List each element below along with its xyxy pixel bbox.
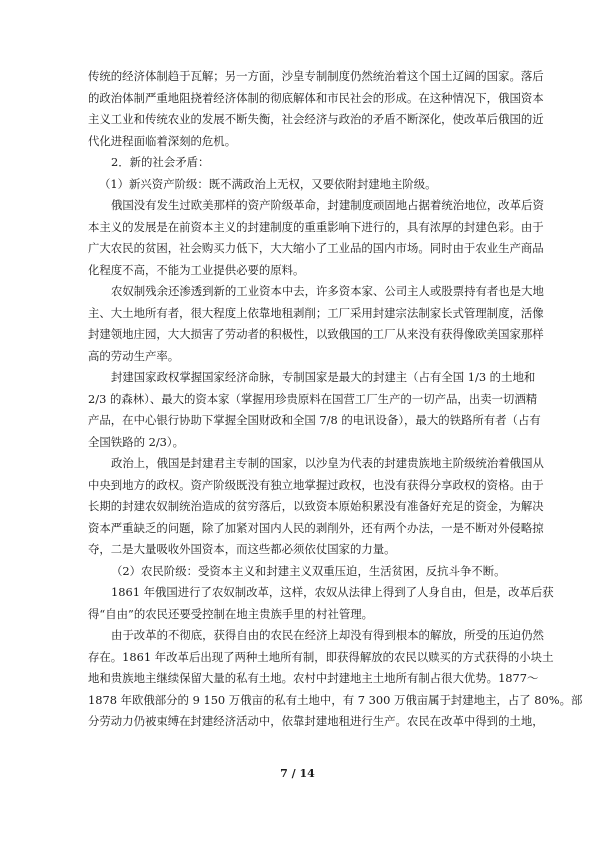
text-line: 1861 年俄国进行了农奴制改革，这样，农奴从法律上得到了人身自由，但是，改革后获 xyxy=(111,585,554,599)
text-line: 2．新的社会矛盾： xyxy=(111,155,210,169)
text-line: 封建国家政权掌握国家经济命脉，专制国家是最大的封建主（占有全国 1/3 的土地和 xyxy=(111,370,536,384)
text-line: 广大农民的贫困，社会购买力低下，大大缩小了工业品的国内市场。同时由于农业生产商品 xyxy=(88,241,544,255)
text-line: （2）农民阶级：受资本主义和封建主义双重压迫，生活贫困，反抗斗争不断。 xyxy=(111,563,506,578)
page-number: 7 / 14 xyxy=(280,767,315,780)
text-line: 主义工业和传统农业的发展不断失衡，社会经济与政治的矛盾不断深化，使改革后俄国的近 xyxy=(88,112,544,126)
text-line: 产品，在中心银行协助下掌握全国财政和全国 7/8 的电讯设备），最大的铁路所有者（占有 xyxy=(88,413,541,427)
text-line: 高的劳动生产率。 xyxy=(88,348,180,363)
text-line: 本主义的发展是在前资本主义的封建制度的重重影响下进行的，具有浓厚的封建色彩。由于 xyxy=(88,219,544,234)
text-line: 由于改革的不彻底，获得自由的农民在经济上却没有得到根本的解放，所受的压迫仍然 xyxy=(111,628,544,642)
text-line: 政治上，俄国是封建君主专制的国家，以沙皇为代表的封建贵族地主阶级统治着俄国从 xyxy=(111,456,544,470)
text-line: 夺，二是大量吸收外国资本，而这些都必须依仗国家的力量。 xyxy=(88,542,396,556)
text-line: 传统的经济体制趋于瓦解；另一方面，沙皇专制制度仍然统治着这个国土辽阔的国家。落后 xyxy=(88,69,544,83)
document-body xyxy=(88,66,583,733)
text-line: 地和贵族地主继续保留大量的私有土地。农村中封建地主土地所有制占很大优势。1877～ xyxy=(88,671,539,685)
text-line: 封建领地庄园，大大损害了劳动者的积极性，以致俄国的工厂从来没有获得像欧美国家那样 xyxy=(88,327,544,341)
text-line: 长期的封建农奴制统治造成的贫穷落后，以致资本原始积累没有准备好充足的资金，为解决 xyxy=(88,499,544,513)
text-line: 2/3 的森林）、最大的资本家（掌握用珍贵原料在国营工厂生产的一切产品，出卖一切酒精 xyxy=(88,391,538,406)
text-line: 代化进程面临着深刻的危机。 xyxy=(88,133,237,148)
text-line: 俄国没有发生过欧美那样的资产阶级革命，封建制度顽固地占据着统治地位，改革后资 xyxy=(111,198,544,212)
text-line: 分劳动力仍被束缚在封建经济活动中，依靠封建地租进行生产。农民在改革中得到的土地， xyxy=(88,714,544,728)
text-line: 资本严重缺乏的问题，除了加紧对国内人民的剥削外，还有两个办法，一是不断对外侵略掠 xyxy=(88,520,544,535)
text-line: 的政治体制严重地阻挠着经济体制的彻底解体和市民社会的形成。在这种情况下，俄国资本 xyxy=(88,90,544,105)
text-line: 化程度不高，不能为工业提供必要的原料。 xyxy=(88,262,305,277)
text-line: 1878 年欧俄部分的 9 150 万俄亩的私有土地中，有 7 300 万俄亩属于封建地主，占了 80%。部 xyxy=(88,692,583,707)
text-line: 全国铁路的 2/3）。 xyxy=(88,434,184,449)
text-line: 中央到地方的政权。资产阶级既没有独立地掌握过政权，也没有获得分享政权的资格。由于 xyxy=(88,477,544,492)
text-line: 存在。1861 年改革后出现了两种土地所有制，即获得解放的农民以赎买的方式获得的小块土 xyxy=(88,649,554,664)
text-line: 得“自由”的农民还要受控制在地主贵族手里的村社管理。 xyxy=(88,606,374,621)
text-line: 主、大土地所有者，很大程度上依靠地租剥削；工厂采用封建宗法制家长式管理制度，活像 xyxy=(88,305,544,320)
text-line: （1）新兴资产阶级：既不满政治上无权，又要依附封建地主阶级。 xyxy=(99,176,437,191)
text-line: 农奴制残余还渗透到新的工业资本中去，许多资本家、公司主人或股票持有者也是大地 xyxy=(111,284,544,298)
